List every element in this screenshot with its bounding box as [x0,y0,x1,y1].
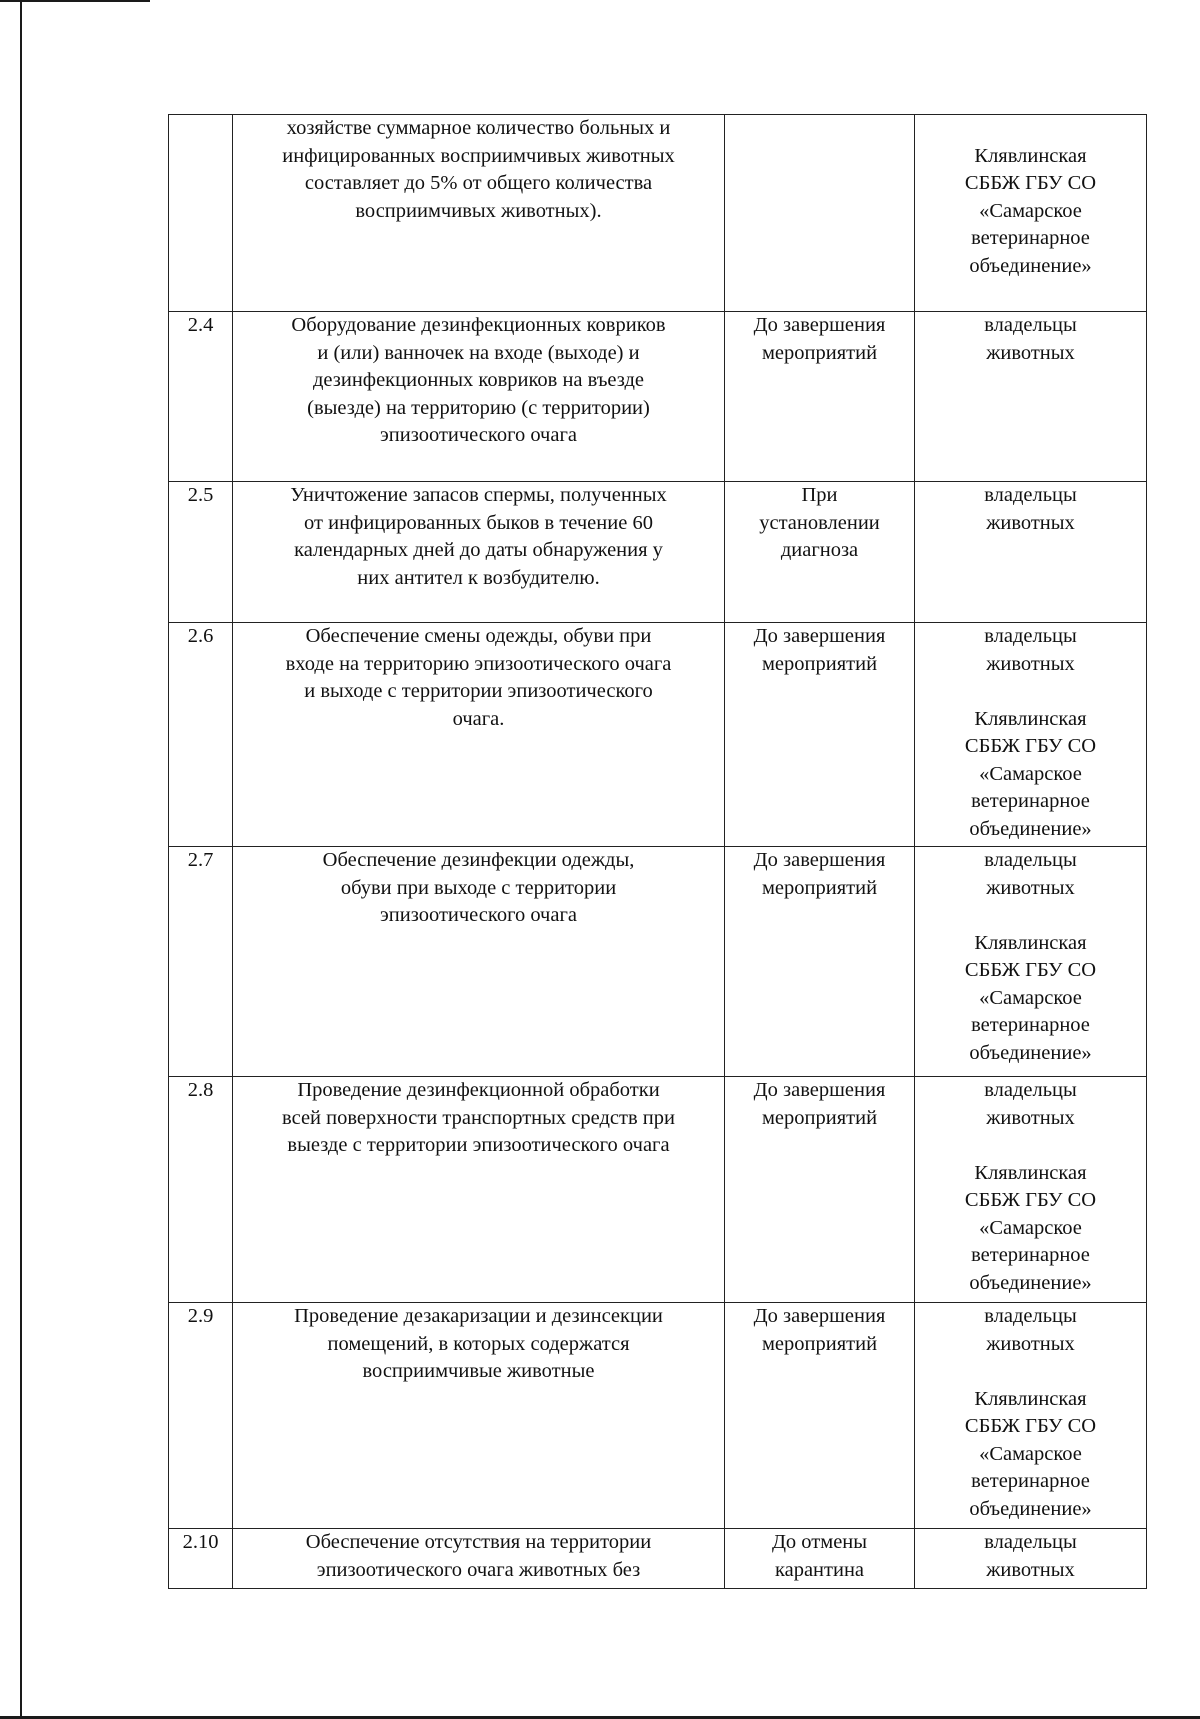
row-number: 2.6 [169,623,233,847]
table-row [169,1303,1147,1529]
scan-edge-top [0,0,150,2]
row-number: 2.10 [169,1529,233,1589]
deadline-text: До завершения мероприятий [725,1303,915,1529]
deadline-text: До завершения мероприятий [725,312,915,482]
deadline-text: До отмены карантина [725,1529,915,1589]
responsible-text: владельцы животных Клявлинская СББЖ ГБУ СО «Самарское ветеринарное объединение» [915,1303,1147,1529]
responsible-text: владельцы животных Клявлинская СББЖ ГБУ СО «Самарское ветеринарное объединение» [915,623,1147,847]
row-number: 2.4 [169,312,233,482]
responsible-text: владельцы животных Клявлинская СББЖ ГБУ СО «Самарское ветеринарное объединение» [915,1077,1147,1303]
responsible-text: Клявлинская СББЖ ГБУ СО «Самарское ветеринарное объединение» [915,115,1147,312]
deadline-text: До завершения мероприятий [725,623,915,847]
measure-text: Проведение дезинфекционной обработки всей поверхности транспортных средств при выезде с территории эпизоотического очага [233,1077,725,1303]
table-row [169,482,1147,623]
measures-table [168,114,1147,1589]
row-number: 2.9 [169,1303,233,1529]
row-number: 2.7 [169,847,233,1077]
responsible-text: владельцы животных Клявлинская СББЖ ГБУ СО «Самарское ветеринарное объединение» [915,847,1147,1077]
deadline-text: При установлении диагноза [725,482,915,623]
measure-text: Обеспечение смены одежды, обуви при входе на территорию эпизоотического очага и выходе с территории эпизоотического очага. [233,623,725,847]
deadline-text [725,115,915,312]
table-row [169,1529,1147,1589]
measure-text: Оборудование дезинфекционных ковриков и (или) ванночек на входе (выходе) и дезинфекционных ковриков на въезде (выезде) на территорию (с территории) эпизоотического очага [233,312,725,482]
row-number: 2.5 [169,482,233,623]
table-row [169,623,1147,847]
measure-text: хозяйстве суммарное количество больных и инфицированных восприимчивых животных составляет до 5% от общего количества восприимчивых животных). [233,115,725,312]
table-row [169,312,1147,482]
deadline-text: До завершения мероприятий [725,1077,915,1303]
measure-text: Обеспечение отсутствия на территории эпизоотического очага животных без [233,1529,725,1589]
measure-text: Обеспечение дезинфекции одежды, обуви при выходе с территории эпизоотического очага [233,847,725,1077]
responsible-text: владельцы животных [915,1529,1147,1589]
responsible-text: владельцы животных [915,482,1147,623]
measure-text: Уничтожение запасов спермы, полученных от инфицированных быков в течение 60 календарных дней до даты обнаружения у них антител к возбудителю. [233,482,725,623]
table-row [169,1077,1147,1303]
deadline-text: До завершения мероприятий [725,847,915,1077]
table-row [169,847,1147,1077]
responsible-text: владельцы животных [915,312,1147,482]
measure-text: Проведение дезакаризации и дезинсекции помещений, в которых содержатся восприимчивые животные [233,1303,725,1529]
scan-edge-left [20,0,22,1719]
table-row [169,115,1147,312]
row-number [169,115,233,312]
row-number: 2.8 [169,1077,233,1303]
